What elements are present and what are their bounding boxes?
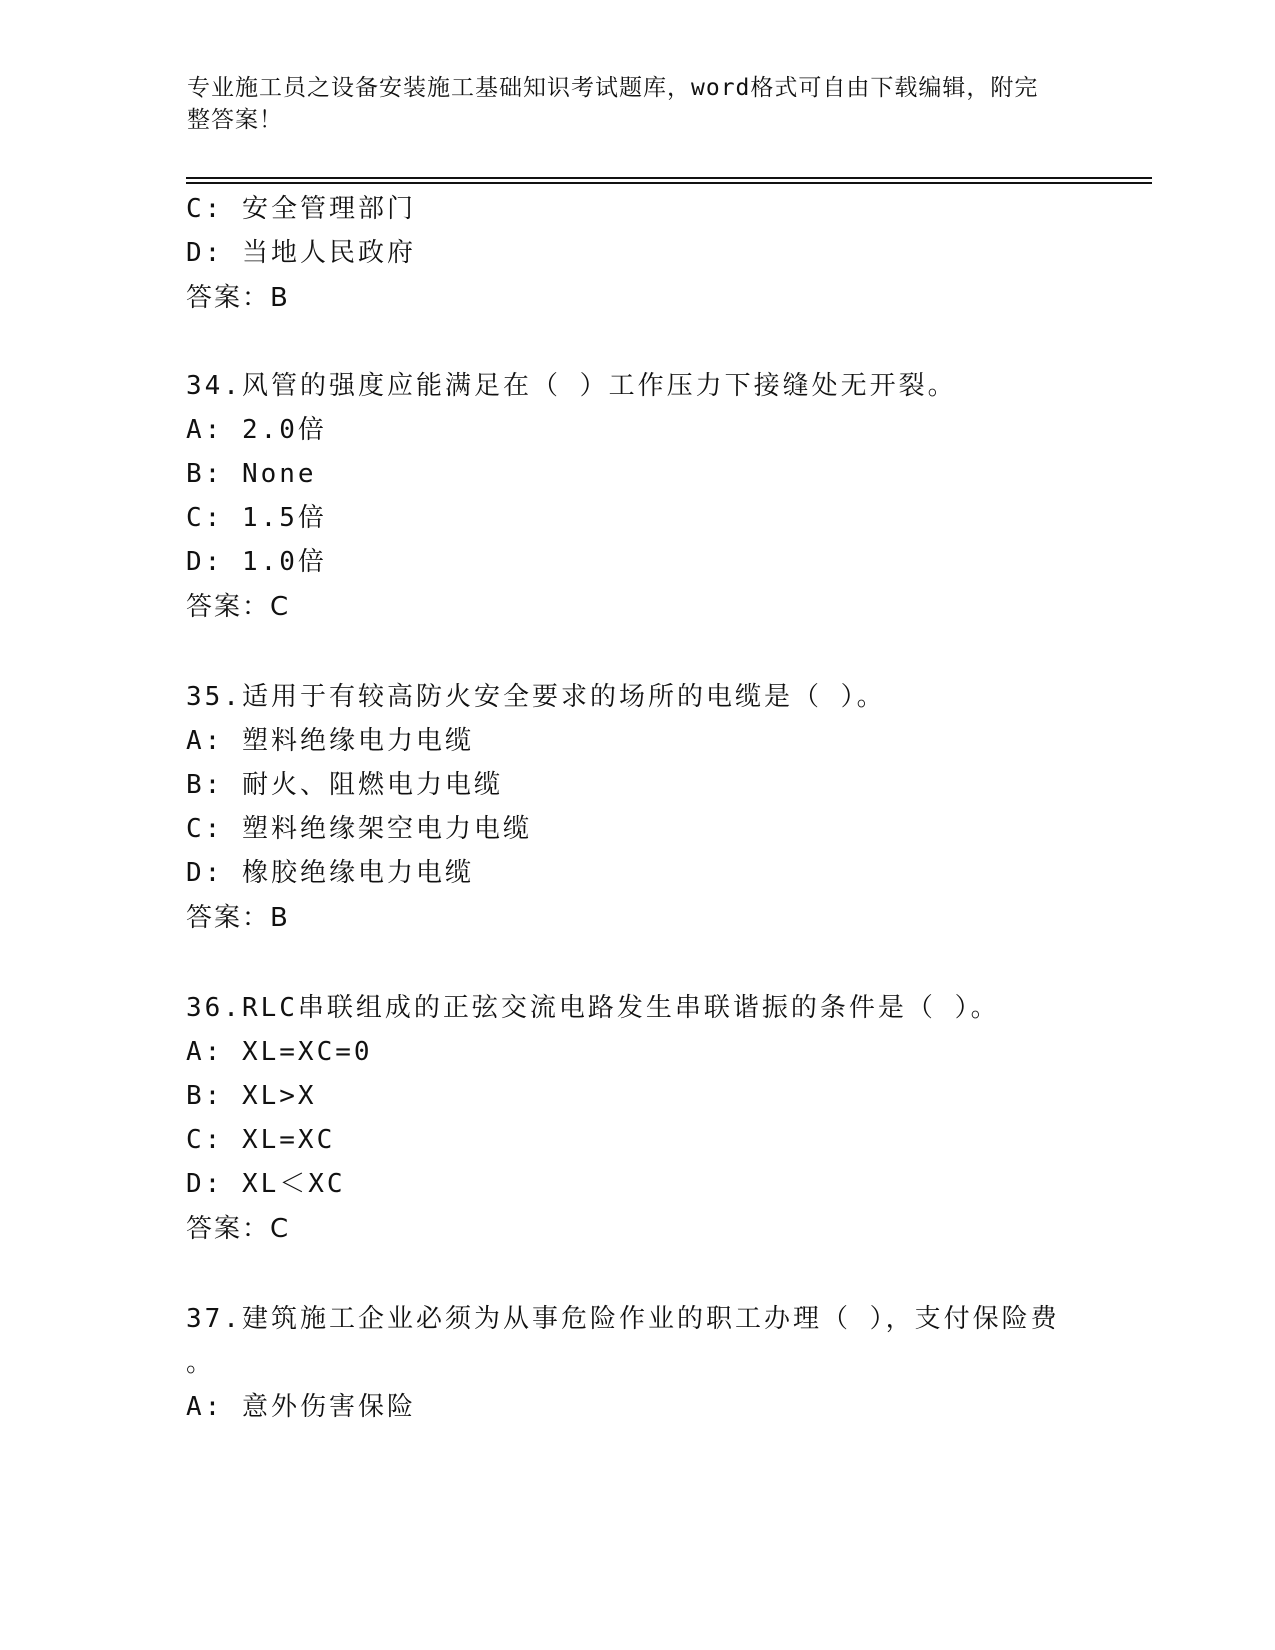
option-b: B: None	[186, 459, 317, 489]
answer-line: 答案：B	[186, 903, 290, 933]
answer-line: 答案：B	[186, 283, 290, 313]
option-d: D: 1.0倍	[186, 547, 327, 577]
option-d: D: 当地人民政府	[186, 238, 416, 268]
document-header	[187, 72, 1067, 136]
option-c: C: 安全管理部门	[186, 194, 416, 224]
header-divider-top	[186, 177, 1152, 179]
header-line-2: 整答案！	[187, 107, 283, 133]
question-stem: 35.适用于有较高防火安全要求的场所的电缆是（ ）。	[186, 682, 886, 712]
option-b: B: XL>X	[186, 1081, 317, 1111]
option-a: A: 塑料绝缘电力电缆	[186, 726, 474, 756]
answer-line: 答案：C	[186, 592, 291, 622]
option-c: C: 1.5倍	[186, 503, 327, 533]
option-c: C: 塑料绝缘架空电力电缆	[186, 814, 532, 844]
option-a: A: XL=XC=0	[186, 1037, 373, 1067]
option-c: C: XL=XC	[186, 1125, 336, 1155]
option-d: D: 橡胶绝缘电力电缆	[186, 858, 474, 888]
option-a: A: 意外伤害保险	[186, 1392, 416, 1422]
question-stem-continued: 。	[186, 1348, 216, 1378]
option-d: D: XL＜XC	[186, 1169, 346, 1199]
question-stem: 36.RLC串联组成的正弦交流电路发生串联谐振的条件是（ ）。	[186, 993, 1000, 1023]
option-b: B: 耐火、阻燃电力电缆	[186, 770, 503, 800]
question-stem: 37.建筑施工企业必须为从事危险作业的职工办理（ ），支付保险费	[186, 1304, 1060, 1334]
option-a: A: 2.0倍	[186, 415, 327, 445]
question-stem: 34.风管的强度应能满足在（ ）工作压力下接缝处无开裂。	[186, 371, 957, 401]
answer-line: 答案：C	[186, 1214, 291, 1244]
header-line-1: 专业施工员之设备安装施工基础知识考试题库，word格式可自由下载编辑，附完	[187, 75, 1039, 101]
header-divider-bottom	[186, 182, 1152, 184]
